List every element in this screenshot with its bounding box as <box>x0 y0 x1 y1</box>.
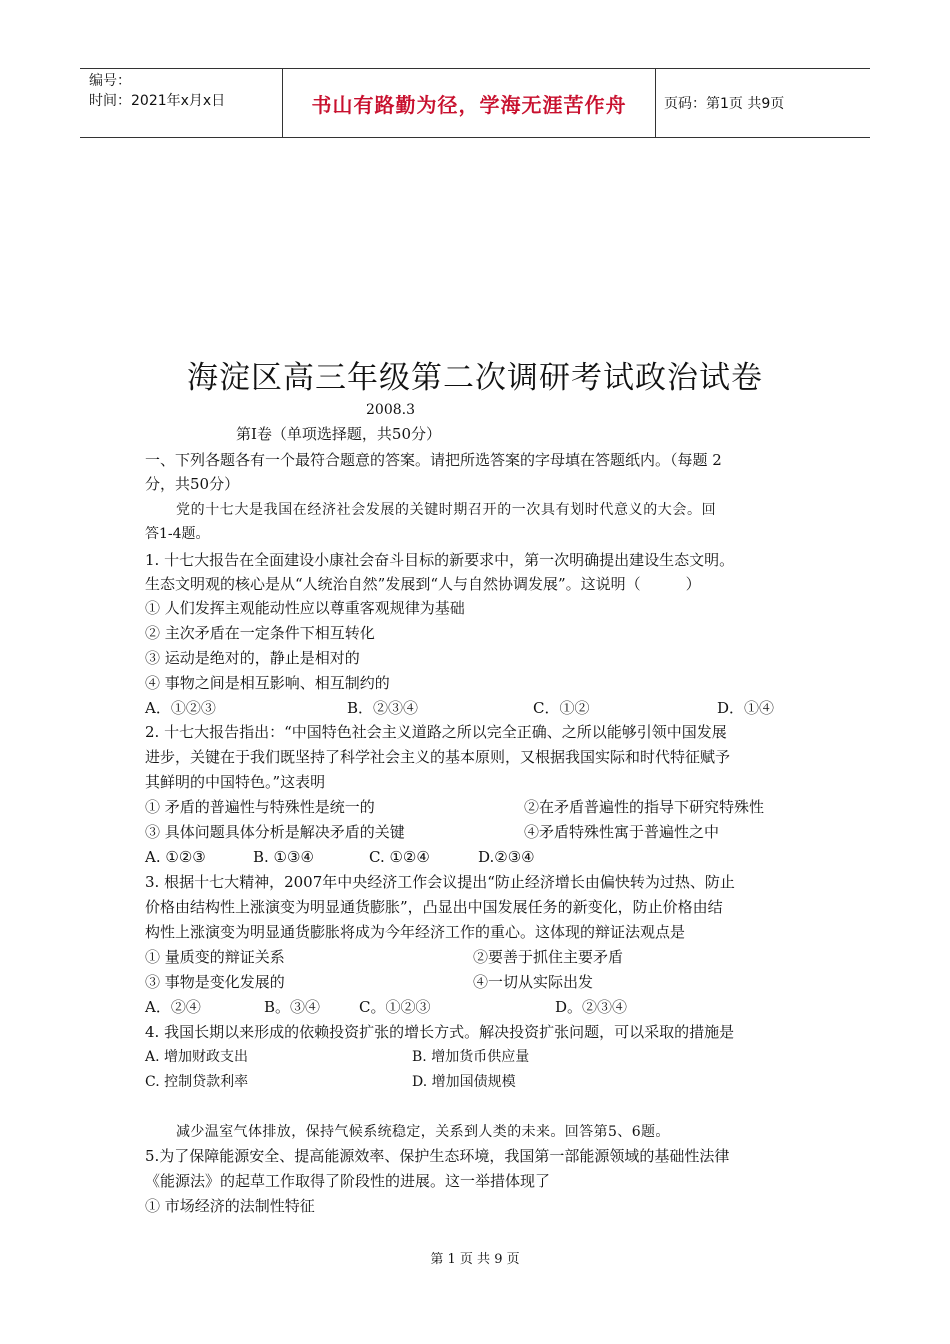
motto: 书山有路勤为径，学海无涯苦作舟 <box>311 92 627 117</box>
header-table <box>80 68 870 138</box>
q2-statement-3: ③ 具体问题具体分析是解决矛盾的关键 <box>145 823 405 841</box>
q1-choice-d: D．①④ <box>717 699 775 717</box>
q2-choice-c: C. ①②④ <box>369 848 430 866</box>
q3-stem-line-2: 价格由结构性上涨演变为明显通货膨胀”，凸显出中国发展任务的新变化，防止价格由结 <box>145 898 723 916</box>
q1-choice-c: C．①② <box>533 699 590 717</box>
q2-statement-2: ②在矛盾普遍性的指导下研究特殊性 <box>524 798 765 816</box>
instruction-line-2: 分，共50分） <box>145 475 240 493</box>
intro-paragraph-line-1: 党的十七大是我国在经济社会发展的关键时期召开的一次具有划时代意义的大会。回 <box>176 502 717 518</box>
q3-statement-2: ②要善于抓住主要矛盾 <box>473 948 624 966</box>
q2-statement-1: ① 矛盾的普遍性与特殊性是统一的 <box>145 798 375 816</box>
q3-statement-3: ③ 事物是变化发展的 <box>145 973 285 991</box>
q1-statement-2: ② 主次矛盾在一定条件下相互转化 <box>145 624 375 642</box>
header-page-cell <box>656 69 870 137</box>
q1-choice-a: A．①②③ <box>145 699 216 717</box>
page-footer: 第 1 页 共 9 页 <box>430 1252 520 1267</box>
q3-statement-4: ④一切从实际出发 <box>473 973 594 991</box>
q1-stem-line-1: 1. 十七大报告在全面建设小康社会奋斗目标的新要求中，第一次明确提出建设生态文明。 <box>145 551 735 569</box>
q2-stem-line-3: 其鲜明的中国特色。”这表明 <box>145 773 326 791</box>
q1-statement-1: ① 人们发挥主观能动性应以尊重客观规律为基础 <box>145 599 465 617</box>
time-label: 时间：2021年x月x日 <box>89 93 226 109</box>
q3-choice-a: A．②④ <box>145 998 201 1016</box>
exam-title: 海淀区高三年级第二次调研考试政治试卷 <box>187 360 763 396</box>
q4-choice-c: C. 控制贷款利率 <box>145 1074 249 1090</box>
intro-paragraph-line-2: 答1-4题。 <box>145 526 210 542</box>
exam-date: 2008.3 <box>366 402 415 418</box>
q1-statement-3: ③ 运动是绝对的，静止是相对的 <box>145 649 360 667</box>
q4-choice-a: A. 增加财政支出 <box>145 1049 249 1065</box>
instruction-line-1: 一、下列各题各有一个最符合题意的答案。请把所选答案的字母填在答题纸内。（每题 2 <box>145 451 722 469</box>
q2-stem-line-2: 进步，关键在于我们既坚持了科学社会主义的基本原则，又根据我国实际和时代特征赋予 <box>145 748 731 766</box>
intro-paragraph-2: 减少温室气体排放，保持气候系统稳定，关系到人类的未来。回答第5、6题。 <box>176 1124 670 1140</box>
q3-stem-line-1: 3. 根据十七大精神，2007年中央经济工作会议提出“防止经济增长由偏快转为过热、防止 <box>145 873 735 891</box>
number-label: 编号： <box>89 73 131 89</box>
q1-choice-b: B．②③④ <box>347 699 419 717</box>
q2-choice-b: B. ①③④ <box>253 848 314 866</box>
q5-statement-1: ① 市场经济的法制性特征 <box>145 1197 315 1215</box>
q1-stem-line-2: 生态文明观的核心是从“人统治自然”发展到“人与自然协调发展”。这说明（ ） <box>145 575 701 593</box>
q2-choice-a: A. ①②③ <box>145 848 206 866</box>
q2-stem-line-1: 2. 十七大报告指出：“中国特色社会主义道路之所以完全正确、之所以能够引领中国发展 <box>145 723 727 741</box>
q2-statement-4: ④矛盾特殊性寓于普遍性之中 <box>524 823 720 841</box>
q5-stem-line-1: 5.为了保障能源安全、提高能源效率、保护生态环境，我国第一部能源领域的基础性法律 <box>145 1147 730 1165</box>
page-info: 页码：第1页 共9页 <box>664 96 785 112</box>
q2-choice-d: D.②③④ <box>478 848 535 866</box>
q1-statement-4: ④ 事物之间是相互影响、相互制约的 <box>145 674 390 692</box>
q3-choice-b: B。③④ <box>264 998 321 1016</box>
header-left-cell <box>80 69 282 137</box>
header-motto-cell <box>282 69 656 137</box>
part-heading: 第Ⅰ卷（单项选择题，共50分） <box>236 425 442 443</box>
q4-stem: 4. 我国长期以来形成的依赖投资扩张的增长方式。解决投资扩张问题，可以采取的措施是 <box>145 1023 735 1041</box>
q3-stem-line-3: 构性上涨演变为明显通货膨胀将成为今年经济工作的重心。这体现的辩证法观点是 <box>145 923 686 941</box>
q4-choice-d: D. 增加国债规模 <box>412 1074 516 1090</box>
q3-statement-1: ① 量质变的辩证关系 <box>145 948 285 966</box>
q3-choice-c: C。①②③ <box>359 998 431 1016</box>
q4-choice-b: B. 增加货币供应量 <box>412 1049 530 1065</box>
q5-stem-line-2: 《能源法》的起草工作取得了阶段性的进展。这一举措体现了 <box>145 1172 551 1190</box>
q3-choice-d: D。②③④ <box>555 998 628 1016</box>
